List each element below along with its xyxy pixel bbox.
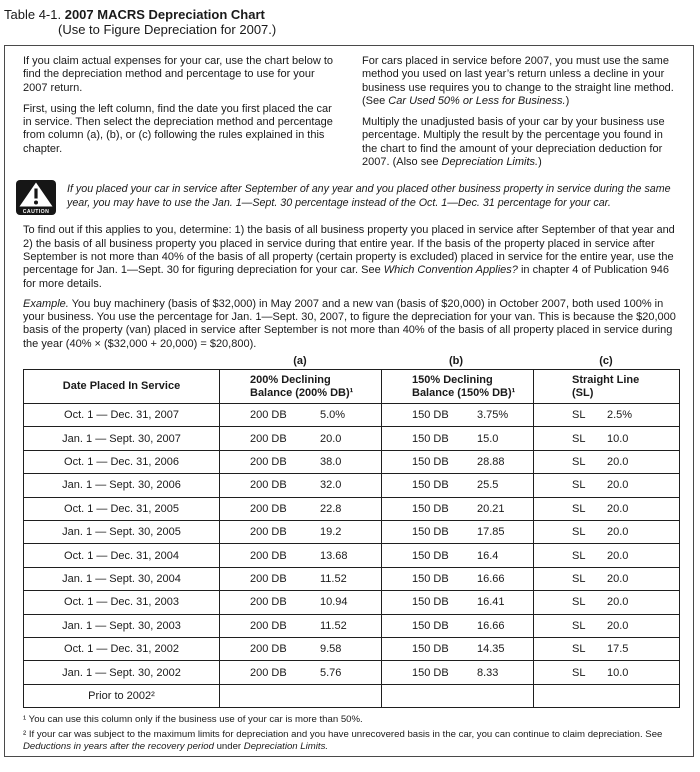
footnote-1: ¹ You can use this column only if the business use of your car is more than 50%. [23, 714, 363, 726]
sl-cell: SL 20.0 [534, 591, 680, 614]
intro-section [23, 55, 677, 177]
example-paragraph: Example. You buy machinery (basis of $32,000) in May 2007 and a new van (basis of $20,000) in October 2007, both used 100% in your business. You use the percentage for Jan. 1—Sept. 30, 2007, to figure the depreciation for your van. This is because the $20,000 basis of the property (van) placed in service after September is not more than 40% of the basis of all property placed in service during the year (40% × ($32,000 + 20,000) = $20,800). [23, 297, 676, 350]
db200-cell: 200 DB 10.94 [220, 591, 382, 614]
db200-cell: 200 DB 22.8 [220, 497, 382, 520]
convention-paragraph: To find out if this applies to you, determine: 1) the basis of all business property you placed in service after September of that year and 2) the basis of all business property you placed in service during that entire year. If the basis of the property placed in service after September is not more than 40% of the basis of all property (certain property is excluded) placed in service for the entire year, use the percentage for Jan. 1—Sept. 30 for figuring depreciation for your car. See Which Convention Applies? in chapter 4 of Publication 946 for more details. [23, 224, 675, 290]
db200-cell: 200 DB 20.0 [220, 427, 382, 450]
intro-paragraph: For cars placed in service before 2007, you must use the same method you used on last year’s return unless a decline in your business use requires you to change to the straight line method. (See Car Used 50% or Less for Business.) [362, 55, 674, 107]
column-label-b: (b) [448, 355, 464, 368]
date-cell: Jan. 1 — Sept. 30, 2005 [24, 521, 220, 544]
title-main: 2007 MACRS Depreciation Chart [64, 7, 265, 22]
db200-cell: 200 DB 5.76 [220, 661, 382, 684]
date-cell: Oct. 1 — Dec. 31, 2002 [24, 637, 220, 660]
db200-cell: 200 DB 13.68 [220, 544, 382, 567]
table-row [24, 544, 680, 567]
date-cell: Jan. 1 — Sept. 30, 2003 [24, 614, 220, 637]
db150-cell: 150 DB 8.33 [382, 661, 534, 684]
db200-cell: 200 DB 32.0 [220, 474, 382, 497]
depreciation-table [23, 369, 680, 708]
table-row [24, 661, 680, 684]
caution-text: If you placed your car in service after September of any year and you placed other business property in service during the same year, you may have to use the Jan. 1—Sept. 30 percentage instead of the Oct. 1—Dec. 31 percentage for your car. [67, 183, 671, 209]
footnotes [23, 714, 677, 754]
intro-paragraph: First, using the left column, find the date you first placed the car in service. Then select the depreciation method and percentage from column (a), (b), or (c) following the rules explained in this chapter. [23, 102, 333, 155]
table-row [24, 474, 680, 497]
header-200db: 200% Declining Balance (200% DB)¹ [220, 370, 382, 404]
date-cell: Jan. 1 — Sept. 30, 2006 [24, 474, 220, 497]
db150-cell: 150 DB 25.5 [382, 474, 534, 497]
db150-cell: 150 DB 16.66 [382, 614, 534, 637]
title-prefix: Table 4-1. [4, 7, 62, 22]
date-cell: Prior to 2002² [24, 684, 220, 707]
table-row [24, 521, 680, 544]
table-row [24, 684, 680, 707]
db150-cell: 150 DB 14.35 [382, 637, 534, 660]
caution-note [16, 180, 677, 215]
footnote-2: ² If your car was subject to the maximum limits for depreciation and you have unrecovered basis in the car, you can continue to claim depreciation. See Deductions in years after the recovery period under Depreciation Limits. [23, 728, 663, 753]
header-straight-line: Straight Line (SL) [534, 370, 680, 404]
table-row [24, 404, 680, 427]
depreciation-table-section [23, 355, 677, 708]
table-row [24, 450, 680, 473]
db150-cell: 150 DB 28.88 [382, 450, 534, 473]
db150-cell: 150 DB 20.21 [382, 497, 534, 520]
date-cell: Oct. 1 — Dec. 31, 2004 [24, 544, 220, 567]
db150-cell: 150 DB 15.0 [382, 427, 534, 450]
column-label-a: (a) [293, 355, 307, 368]
svg-text:CAUTION: CAUTION [22, 209, 50, 216]
table-body [24, 404, 680, 708]
db200-cell: 200 DB 11.52 [220, 614, 382, 637]
intro-paragraph: If you claim actual expenses for your car, use the chart below to find the depreciation method and percentage to use for your 2007 return. [23, 55, 333, 94]
sl-cell [534, 684, 680, 707]
db200-cell: 200 DB 5.0% [220, 404, 382, 427]
sl-cell: SL 20.0 [534, 521, 680, 544]
sl-cell: SL 20.0 [534, 497, 680, 520]
db150-cell: 150 DB 17.85 [382, 521, 534, 544]
table-row [24, 637, 680, 660]
date-cell: Jan. 1 — Sept. 30, 2004 [24, 567, 220, 590]
db150-cell: 150 DB 16.41 [382, 591, 534, 614]
sl-cell: SL 20.0 [534, 544, 680, 567]
sl-cell: SL 10.0 [534, 661, 680, 684]
date-cell: Oct. 1 — Dec. 31, 2006 [24, 450, 220, 473]
db200-cell: 200 DB 19.2 [220, 521, 382, 544]
db200-cell [220, 684, 382, 707]
date-cell: Oct. 1 — Dec. 31, 2005 [24, 497, 220, 520]
column-label-c: (c) [599, 355, 613, 368]
date-cell: Oct. 1 — Dec. 31, 2007 [24, 404, 220, 427]
intro-paragraph: Multiply the unadjusted basis of your car by your business use percentage. Multiply the result by the percentage you found in the chart to find the amount of your depreciation deduction for 2007. (Also see Depreciation Limits.) [362, 116, 665, 169]
sl-cell: SL 17.5 [534, 637, 680, 660]
header-date: Date Placed In Service [24, 370, 220, 404]
sl-cell: SL 20.0 [534, 450, 680, 473]
db150-cell: 150 DB 3.75% [382, 404, 534, 427]
sl-cell: SL 20.0 [534, 567, 680, 590]
date-cell: Jan. 1 — Sept. 30, 2007 [24, 427, 220, 450]
db200-cell: 200 DB 38.0 [220, 450, 382, 473]
title-subtitle: (Use to Figure Depreciation for 2007.) [58, 22, 277, 37]
table-row [24, 591, 680, 614]
table-header-row [24, 370, 680, 404]
sl-cell: SL 20.0 [534, 614, 680, 637]
page-title [4, 7, 276, 37]
caution-icon [16, 180, 56, 215]
header-150db: 150% Declining Balance (150% DB)¹ [382, 370, 534, 404]
date-cell: Jan. 1 — Sept. 30, 2002 [24, 661, 220, 684]
intro-right-column [362, 55, 677, 177]
sl-cell: SL 2.5% [534, 404, 680, 427]
column-group-labels [23, 355, 677, 369]
intro-left-column [23, 55, 338, 177]
db150-cell [382, 684, 534, 707]
db200-cell: 200 DB 11.52 [220, 567, 382, 590]
sl-cell: SL 20.0 [534, 474, 680, 497]
table-row [24, 497, 680, 520]
table-row [24, 567, 680, 590]
db200-cell: 200 DB 9.58 [220, 637, 382, 660]
table-row [24, 427, 680, 450]
date-cell: Oct. 1 — Dec. 31, 2003 [24, 591, 220, 614]
sl-cell: SL 10.0 [534, 427, 680, 450]
db150-cell: 150 DB 16.4 [382, 544, 534, 567]
table-row [24, 614, 680, 637]
db150-cell: 150 DB 16.66 [382, 567, 534, 590]
content-box [4, 45, 694, 757]
